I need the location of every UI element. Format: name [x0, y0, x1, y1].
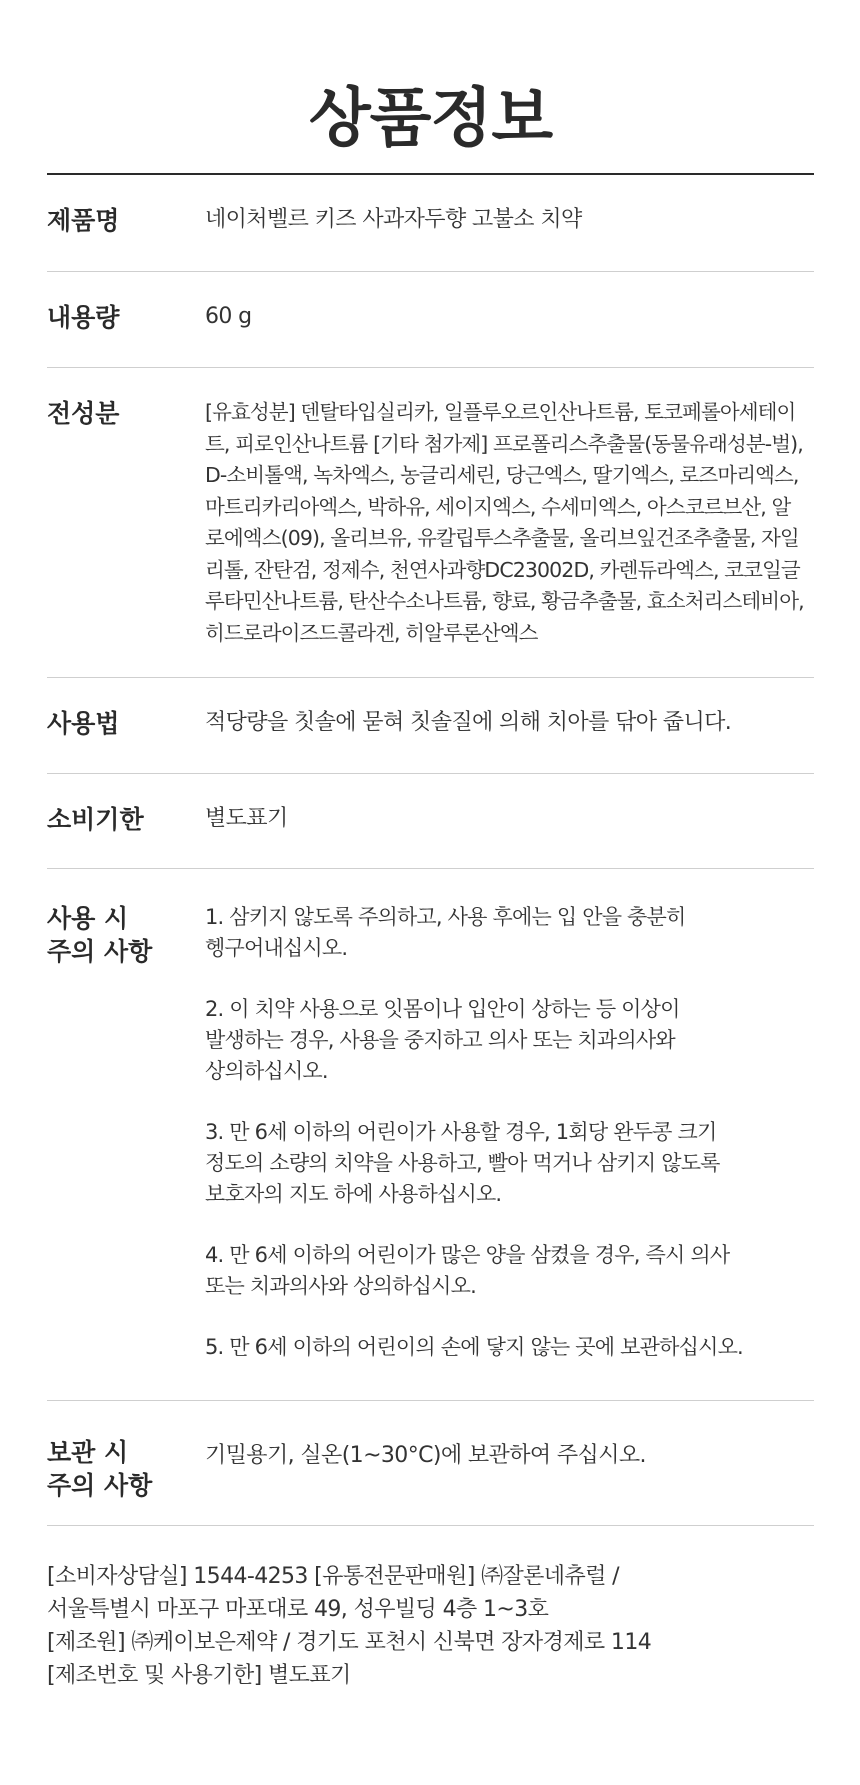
expiry-value: 별도표기 [205, 806, 288, 831]
row-precautions [47, 869, 814, 1401]
usage-label: 사용법 [47, 709, 120, 738]
row-expiry [47, 774, 814, 869]
product-name-label: 제품명 [47, 206, 120, 235]
row-storage [47, 1401, 814, 1526]
volume-value: 60 g [205, 304, 252, 329]
precaution-item: 5. 만 6세 이하의 어린이의 손에 닿지 않는 곳에 보관하십시오. [205, 1335, 743, 1359]
ingredients-label: 전성분 [47, 399, 120, 428]
expiry-label: 소비기한 [47, 805, 144, 834]
usage-value: 적당량을 칫솔에 묻혀 칫솔질에 의해 치아를 닦아 줍니다. [205, 710, 732, 735]
page-title: 상품정보 [308, 82, 553, 156]
storage-value: 기밀용기, 실온(1~30°C)에 보관하여 주십시오. [205, 1443, 646, 1468]
row-usage [47, 678, 814, 774]
precaution-item: 3. 만 6세 이하의 어린이가 사용할 경우, 1회당 완두콩 크기 정도의 소량의 치약을 사용하고, 빨아 먹거나 삼키지 않도록 보호자의 지도 하에 사용하십시오. [205, 1120, 720, 1206]
precaution-item: 4. 만 6세 이하의 어린이가 많은 양을 삼켰을 경우, 즉시 의사 또는 치과의사와 상의하십시오. [205, 1243, 730, 1298]
consumer-contact-line: [소비자상담실] 1544-4253 [유통전문판매원] ㈜잘론네츄럴 / [47, 1564, 619, 1589]
product-name-value: 네이처벨르 키즈 사과자두향 고불소 치약 [205, 207, 582, 232]
row-ingredients [47, 368, 814, 678]
product-info-page [47, 0, 814, 1692]
storage-label: 보관 시 주의 사항 [47, 1438, 153, 1500]
precaution-item: 2. 이 치약 사용으로 잇몸이나 입안이 상하는 등 이상이 발생하는 경우, 사용을 중지하고 의사 또는 치과의사와 상의하십시오. [205, 997, 680, 1083]
precaution-item: 1. 삼키지 않도록 주의하고, 사용 후에는 입 안을 충분히 헹구어내십시오. [205, 905, 686, 960]
row-volume [47, 272, 814, 368]
company-info [47, 1526, 814, 1692]
row-product-name [47, 175, 814, 272]
volume-label: 내용량 [47, 303, 120, 332]
manufacturer-line: [제조원] ㈜케이보은제약 / 경기도 포천시 신북면 장자경제로 114 [47, 1630, 652, 1655]
precautions-list [205, 902, 814, 1400]
lot-expiry-line: [제조번호 및 사용기한] 별도표기 [47, 1663, 351, 1688]
distributor-address-line: 서울특별시 마포구 마포대로 49, 성우빌딩 4층 1~3호 [47, 1597, 549, 1622]
precautions-label: 사용 시 주의 사항 [47, 904, 153, 966]
ingredients-value: [유효성분] 덴탈타입실리카, 일플루오르인산나트륨, 토코페롤아세테이트, 피로인산나트륨 [기타 첨가제] 프로폴리스추출물(동물유래성분-벌), D-소비톨액, 녹차엑스, 농글리세린, 당근엑스, 딸기엑스, 로즈마리엑스, 마트리카리아엑스, 박하유, 세이지엑스, 수세미엑스, 아스코르브산, 알로에엑스(09), 올리브유, 유칼립투스추출물, 올리브잎건조추출물, 자일리톨, 잔탄검, 정제수, 천연사과향DC23002D, 카렌듀라엑스, 코코일글루타민산나트륨, 탄산수소나트륨, 향료, 황금추출물, 효소처리스테비아, 히드로라이즈드콜라겐, 히알루론산엑스 [205, 400, 804, 645]
